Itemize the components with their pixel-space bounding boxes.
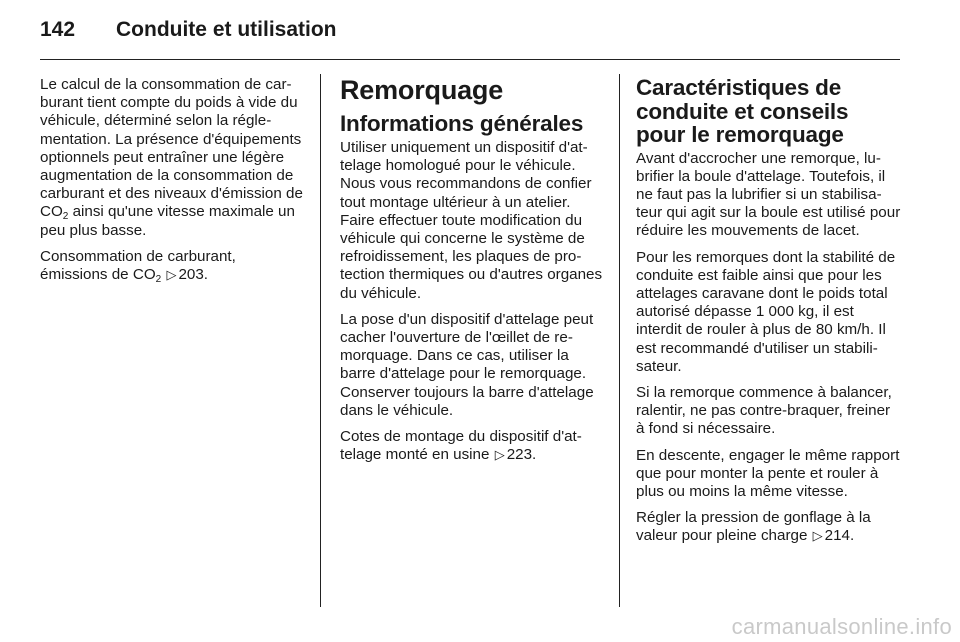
page-reference-icon: ▷ [812,528,823,544]
page-header [40,18,337,42]
paragraph-consumption: Le calcul de la consommation de carburant tient compte du poids à vide du véhicule, déterminé selon la réglementation. La présence d'équipements optionnels peut entraîner une légère augmentation de la consommation de carburant et des niveaux d'émission de $CO_2$ ainsi qu'une vitesse maximale un peu plus basse. [40,76,303,239]
subsection-heading: Informations générales [340,111,584,136]
paragraph: Avant d'accrocher une remorque, lubrifier la boule d'attelage. Toutefois, il ne faut pas la lubrifier si un stabilisateur qui agit sur la boule est utilisé pour réduire les mouvements de lacet. [636,149,901,240]
page-reference-icon: ▷ [494,447,505,463]
paragraph-mounting-ref: Cotes de montage du dispositif d'attelage monté en usine ▷ 223. [340,428,582,464]
page-reference-link[interactable]: 223. [506,446,537,464]
page-title: Conduite et utilisation [116,18,337,41]
column-divider-1 [320,74,321,607]
column-2 [340,76,606,472]
paragraph: La pose d'un dispositif d'attelage peut cacher l'ouverture de l'œillet de remorquage. Dans ce cas, utiliser la barre d'attelage pour le remorquage. Conserver toujours la barre d'attelage dans le véhicule. [340,310,594,419]
paragraph: Si la remorque commence à balancer, ralentir, ne pas contre-braquer, freiner à fond si nécessaire. [636,383,892,438]
column-3 [636,76,902,554]
section-heading: Caractéristiques de conduite et conseils pour le remorquage [636,75,849,147]
section-heading: Remorquage [340,75,504,105]
paragraph-consumption-ref: Consommation de carburant, émissions de $CO_2$ ▷ 203. [40,247,236,286]
paragraph: En descente, engager le même rapport que pour monter la pente et rouler à plus ou moins la même vitesse. [636,446,900,500]
header-rule [40,59,900,60]
page-reference-link[interactable]: 214. [824,527,855,545]
column-1 [40,76,305,292]
paragraph: Pour les remorques dont la stabilité de conduite est faible ainsi que pour les attelages caravane dont le poids total autorisé dépasse 1 000 kg, il est interdit de rouler à plus de 80 km/h. Il est recommandé d'utiliser un stabilisateur. [636,248,896,375]
paragraph-pressure-ref: Régler la pression de gonflage à la valeur pour pleine charge ▷ 214. [636,509,871,545]
page-reference-icon: ▷ [166,267,177,283]
page-number: 142 [40,18,76,41]
page-reference-link[interactable]: 203. [178,266,208,284]
watermark: carmanualsonline.info [731,614,952,639]
column-divider-2 [619,74,620,607]
paragraph: Utiliser uniquement un dispositif d'attelage homologué pour le véhicule. Nous vous recommandons de confier tout montage ultérieur à un atelier. Faire effectuer toute modification du véhicule qui concerne le système de refroidissement, les plaques de protection thermiques ou d'autres organes du véhicule. [340,139,603,302]
